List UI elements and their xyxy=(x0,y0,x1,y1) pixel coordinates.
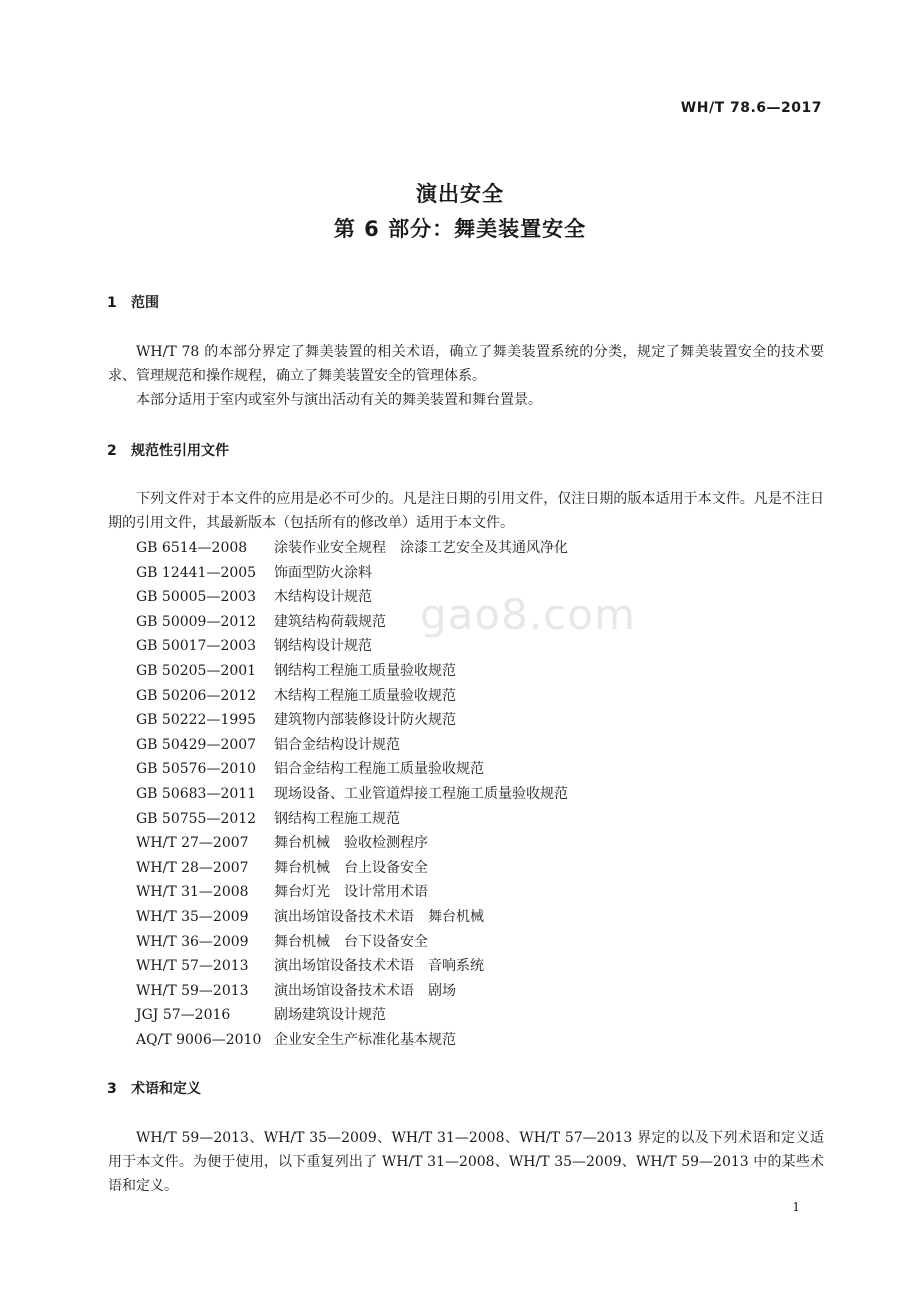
reference-item xyxy=(136,1003,568,1028)
page-number: 1 xyxy=(792,1200,800,1214)
reference-title: 涂装作业安全规程 涂漆工艺安全及其通风净化 xyxy=(274,540,568,556)
reference-code: WH/T 35—2009 xyxy=(136,908,249,925)
reference-code: WH/T 59—2013 xyxy=(136,982,249,999)
reference-code: GB 6514—2008 xyxy=(136,540,248,556)
reference-title: 剧场建筑设计规范 xyxy=(274,1007,386,1024)
section-2-heading xyxy=(107,440,229,460)
reference-code: GB 50009—2012 xyxy=(136,613,257,630)
reference-code: WH/T 36—2009 xyxy=(136,933,249,950)
section-title: 术语和定义 xyxy=(131,1081,201,1097)
reference-code: GB 50429—2007 xyxy=(136,736,257,753)
reference-code: WH/T 31—2008 xyxy=(136,884,249,901)
reference-title: 铝合金结构设计规范 xyxy=(274,736,400,753)
reference-code: GB 50206—2012 xyxy=(136,687,257,704)
reference-item xyxy=(136,536,568,561)
reference-code: GB 50005—2003 xyxy=(136,589,257,606)
reference-item xyxy=(136,905,568,930)
section-title: 规范性引用文件 xyxy=(131,443,229,459)
standard-code: WH/T 78.6—2017 xyxy=(680,100,822,116)
reference-title: 现场设备、工业管道焊接工程施工质量验收规范 xyxy=(274,785,568,802)
document-title: 演出安全 xyxy=(416,182,504,206)
reference-title: 建筑物内部装修设计防火规范 xyxy=(274,712,456,729)
reference-code: GB 50017—2003 xyxy=(136,638,257,655)
section-3-paragraph: WH/T 59—2013、WH/T 35—2009、WH/T 31—2008、WH/T 57—2013 界定的以及下列术语和定义适用于本文件。为便于使用，以下重复列出了 WH/T 31—2008、WH/T 35—2009、WH/T 59—2013 中的某些术语和定义。 xyxy=(108,1130,824,1194)
reference-item xyxy=(136,1028,568,1053)
reference-code: WH/T 57—2013 xyxy=(136,958,249,975)
reference-item xyxy=(136,856,568,881)
reference-title: 钢结构工程施工质量验收规范 xyxy=(274,662,456,679)
reference-title: 舞台机械 台下设备安全 xyxy=(274,933,428,950)
reference-title: 铝合金结构工程施工质量验收规范 xyxy=(274,761,484,778)
reference-item xyxy=(136,807,568,832)
section-title: 范围 xyxy=(131,295,159,311)
reference-item xyxy=(136,684,568,709)
reference-item xyxy=(136,757,568,782)
reference-title: 舞台机械 台上设备安全 xyxy=(274,859,428,876)
reference-code: GB 50755—2012 xyxy=(136,810,257,827)
reference-item xyxy=(136,979,568,1004)
reference-title: 企业安全生产标准化基本规范 xyxy=(274,1031,456,1048)
document-subtitle: 第 6 部分：舞美装置安全 xyxy=(333,217,587,241)
reference-code: AQ/T 9006—2010 xyxy=(136,1031,262,1048)
reference-title: 木结构工程施工质量验收规范 xyxy=(274,687,456,704)
reference-title: 舞台灯光 设计常用术语 xyxy=(274,884,428,901)
reference-title: 演出场馆设备技术术语 音响系统 xyxy=(274,958,484,975)
reference-title: 演出场馆设备技术术语 舞台机械 xyxy=(274,908,484,925)
reference-code: WH/T 27—2007 xyxy=(136,835,249,852)
section-1-paragraph-1: WH/T 78 的本部分界定了舞美装置的相关术语，确立了舞美装置系统的分类，规定了舞美装置安全的技术要求、管理规范和操作规程，确立了舞美装置安全的管理体系。 xyxy=(108,344,824,384)
reference-item xyxy=(136,708,568,733)
reference-item xyxy=(136,954,568,979)
reference-item xyxy=(136,930,568,955)
section-1-heading xyxy=(107,292,159,312)
reference-code: GB 50222—1995 xyxy=(136,712,257,729)
reference-item xyxy=(136,831,568,856)
section-number: 2 xyxy=(107,443,117,459)
reference-code: GB 50205—2001 xyxy=(136,662,257,679)
reference-title: 饰面型防火涂料 xyxy=(274,564,372,581)
reference-item xyxy=(136,659,568,684)
reference-code: GB 50683—2011 xyxy=(136,785,257,802)
section-2-intro: 下列文件对于本文件的应用是必不可少的。凡是注日期的引用文件，仅注日期的版本适用于本文件。凡是不注日期的引用文件，其最新版本（包括所有的修改单）适用于本文件。 xyxy=(108,491,824,531)
reference-item xyxy=(136,733,568,758)
section-number: 1 xyxy=(107,295,117,311)
reference-title: 建筑结构荷载规范 xyxy=(274,613,386,630)
reference-code: GB 12441—2005 xyxy=(136,564,257,581)
reference-title: 钢结构工程施工规范 xyxy=(274,810,400,827)
reference-title: 钢结构设计规范 xyxy=(274,638,372,655)
section-1-paragraph-2: 本部分适用于室内或室外与演出活动有关的舞美装置和舞台置景。 xyxy=(136,392,542,408)
reference-item xyxy=(136,782,568,807)
reference-code: GB 50576—2010 xyxy=(136,761,257,778)
reference-title: 舞台机械 验收检测程序 xyxy=(274,835,428,852)
section-number: 3 xyxy=(107,1081,117,1097)
reference-item xyxy=(136,880,568,905)
section-3-heading xyxy=(107,1078,201,1098)
watermark: gao8.com xyxy=(420,590,636,639)
reference-title: 木结构设计规范 xyxy=(274,589,372,606)
reference-code: WH/T 28—2007 xyxy=(136,859,249,876)
reference-title: 演出场馆设备技术术语 剧场 xyxy=(274,982,456,999)
reference-item xyxy=(136,561,568,586)
reference-code: JGJ 57—2016 xyxy=(136,1007,231,1024)
